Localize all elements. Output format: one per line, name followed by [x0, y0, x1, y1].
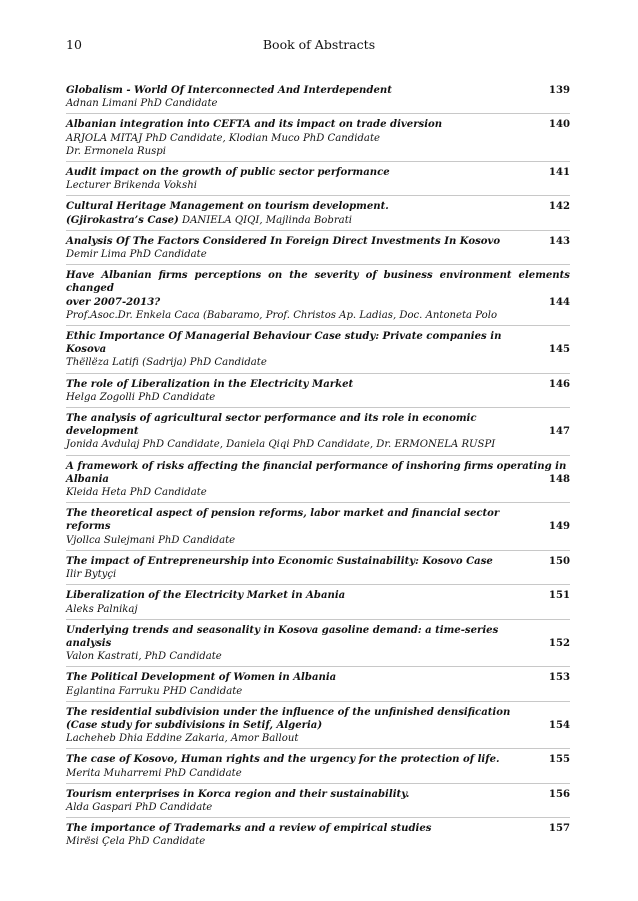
toc-entry-page-number: 151	[548, 590, 570, 602]
toc-entry-title: The impact of Entrepreneurship into Economic Sustainability: Kosovo Case	[66, 555, 493, 567]
toc-entry-subtitle	[66, 214, 570, 227]
toc-entry	[66, 233, 570, 265]
toc-entry-page-number: 153	[548, 672, 570, 684]
toc-entry	[66, 328, 570, 374]
toc-entry-page-number: 143	[548, 235, 570, 247]
toc-entry-title: The role of Liberalization in the Electricity Market	[66, 378, 354, 390]
toc-entry-title-row	[66, 166, 570, 179]
toc-entry-authors: Helga Zogolli PhD Candidate	[66, 391, 216, 403]
toc-entry-page-number: 145	[548, 344, 570, 356]
toc-entry-title: Audit impact on the growth of public sector performance	[66, 167, 390, 179]
toc-entry-page-number: 144	[548, 296, 570, 308]
toc-entry-authors: Jonida Avdulaj PhD Candidate, Daniela Qiqi PhD Candidate, Dr. ERMONELA RUSPI	[66, 439, 496, 451]
toc-entry	[66, 622, 570, 668]
toc-entry-subtitle-bold: (Gjirokastra’s Case)	[66, 214, 179, 226]
toc-entry-title: Ethic Importance Of Managerial Behaviour Case study: Private companies in Kosova	[66, 331, 502, 356]
toc-entry-page-number: 148	[548, 473, 570, 485]
toc-entry-title-row	[66, 296, 570, 309]
toc-entry-title-line: Have Albanian firms perceptions on the severity of business environment elements changed	[66, 270, 570, 295]
toc-entry-authors: Prof.Asoc.Dr. Enkela Caca (Babaramo, Prof. Christos Ap. Ladias, Doc. Antoneta Polo	[66, 309, 498, 321]
toc-entry	[66, 786, 570, 818]
toc-entry-title-row	[66, 330, 570, 356]
toc-entry	[66, 704, 570, 750]
toc-entry-authors: Valon Kastrati, PhD Candidate	[66, 651, 222, 663]
toc-entry-page-number: 150	[548, 555, 570, 567]
toc-entry-authors: Lecturer Brikenda Vokshi	[66, 180, 197, 192]
toc-entry-title: The importance of Trademarks and a review of empirical studies	[66, 823, 432, 835]
toc-entry-page-number: 157	[548, 823, 570, 835]
toc-entry-title-row	[66, 822, 570, 835]
toc-entry-page-number: 152	[548, 637, 570, 649]
toc-entry-title-row	[66, 719, 570, 732]
toc-entry-title: Liberalization of the Electricity Market in Abania	[66, 590, 346, 602]
toc-entry-authors: Vjollca Sulejmani PhD Candidate	[66, 534, 236, 546]
toc-entry-title-row	[66, 378, 570, 391]
toc-entry-page-number: 154	[548, 719, 570, 731]
toc-entry-authors: Kleida Heta PhD Candidate	[66, 487, 207, 499]
toc-entry-authors: Dr. Ermonela Ruspi	[66, 145, 166, 157]
toc-entry-title-row	[66, 118, 570, 131]
toc-entry-authors: ARJOLA MITAJ PhD Candidate, Klodian Muco PhD Candidate	[66, 132, 380, 144]
toc-entry-title-line: A framework of risks affecting the financial performance of inshoring firms operating in	[66, 460, 567, 472]
toc-entry-page-number: 147	[548, 426, 570, 438]
toc-entry-page-number: 146	[548, 378, 570, 390]
toc-entry-title: Underlying trends and seasonality in Kosova gasoline demand: a time-series analysis	[66, 624, 499, 649]
toc-entry-authors: Demir Lima PhD Candidate	[66, 249, 207, 261]
toc-entry	[66, 116, 570, 162]
toc-entry	[66, 82, 570, 114]
toc-entry-title: The analysis of agricultural sector performance and its role in economic development	[66, 413, 477, 438]
toc-entry-authors: DANIELA QIQI, Majlinda Bobrati	[178, 214, 352, 226]
toc-entry-title: Globalism - World Of Interconnected And Interdependent	[66, 85, 392, 96]
toc-entry	[66, 669, 570, 701]
toc-entry-title-line: The residential subdivision under the influence of the unfinished densification	[66, 706, 511, 718]
toc-entry-title-row	[66, 788, 570, 801]
toc-entry-title-row	[66, 589, 570, 602]
toc-entry-title: (Case study for subdivisions in Setif, Algeria)	[66, 719, 323, 731]
toc-entry	[66, 458, 570, 504]
toc-entry-title-row	[66, 235, 570, 248]
toc-entry-authors: Mirësi Çela PhD Candidate	[66, 836, 206, 848]
toc-entry-page-number: 142	[548, 201, 570, 213]
toc-entry-authors: Merita Muharremi PhD Candidate	[66, 767, 242, 779]
toc-entry-authors: Eglantina Farruku PHD Candidate	[66, 685, 243, 697]
toc-entry-title-row	[66, 555, 570, 568]
toc-entry-authors: Alda Gaspari PhD Candidate	[66, 801, 213, 813]
toc-entry-title-row	[66, 412, 570, 438]
toc-entry-title: Tourism enterprises in Korca region and their sustainability.	[66, 788, 410, 800]
toc-entry	[66, 751, 570, 783]
toc-entry-title: Cultural Heritage Management on tourism development.	[66, 201, 389, 213]
table-of-contents	[66, 82, 570, 854]
toc-entry-page-number: 140	[548, 119, 570, 131]
running-title: Book of Abstracts	[262, 37, 376, 52]
toc-entry-title: Albanian integration into CEFTA and its impact on trade diversion	[66, 119, 443, 131]
toc-entry-title-row	[66, 753, 570, 766]
toc-entry	[66, 505, 570, 551]
toc-entry-title: Analysis Of The Factors Considered In Foreign Direct Investments In Kosovo	[66, 235, 501, 247]
toc-entry-title: The case of Kosovo, Human rights and the urgency for the protection of life.	[66, 754, 500, 766]
toc-entry-title-row	[66, 473, 570, 486]
toc-entry-authors: Lacheheb Dhia Eddine Zakaria, Amor Ballout	[66, 733, 299, 745]
toc-entry	[66, 587, 570, 619]
page-header	[66, 37, 572, 52]
toc-entry	[66, 820, 570, 851]
toc-entry-title: over 2007-2013?	[66, 296, 161, 308]
toc-entry-page-number: 156	[548, 788, 570, 800]
page-number: 10	[66, 37, 82, 52]
toc-entry-page-number: 139	[548, 85, 570, 96]
toc-entry-authors: Ilir Bytyçi	[66, 569, 117, 581]
toc-entry-page-number: 149	[548, 521, 570, 533]
toc-entry-title-row	[66, 671, 570, 684]
toc-entry	[66, 410, 570, 456]
toc-entry-authors: Aleks Palnikaj	[66, 603, 138, 615]
toc-entry	[66, 376, 570, 408]
toc-entry-title-row	[66, 507, 570, 533]
toc-entry-authors: Thëllëza Latifi (Sadrija) PhD Candidate	[66, 357, 267, 369]
toc-entry-page-number: 141	[548, 167, 570, 179]
toc-entry	[66, 267, 570, 326]
toc-entry	[66, 164, 570, 196]
toc-entry	[66, 553, 570, 585]
toc-entry-title-row	[66, 84, 570, 97]
toc-entry-authors: Adnan Limani PhD Candidate	[66, 98, 218, 110]
toc-entry	[66, 198, 570, 230]
toc-entry-title-row	[66, 624, 570, 650]
toc-entry-title: The Political Development of Women in Albania	[66, 672, 337, 684]
toc-entry-title: The theoretical aspect of pension reforms, labor market and financial sector reforms	[66, 508, 500, 533]
toc-entry-title-row	[66, 200, 570, 213]
toc-entry-page-number: 155	[548, 754, 570, 766]
toc-entry-title: Albania	[66, 473, 109, 485]
